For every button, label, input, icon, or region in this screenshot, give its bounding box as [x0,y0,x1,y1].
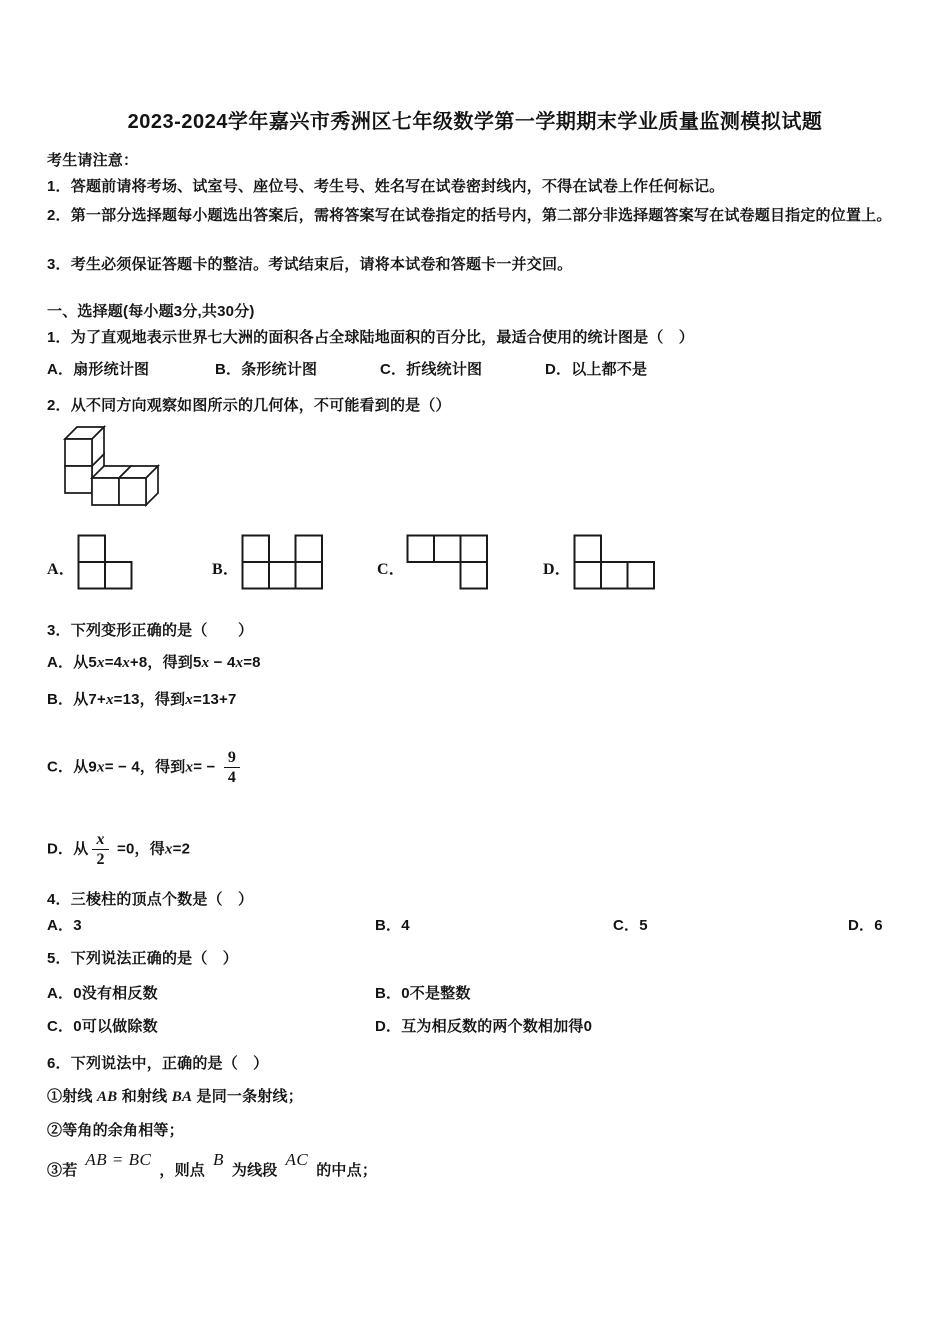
question-3-text: 3．下列变形正确的是（ ） [47,622,254,639]
q3-option-d: D．从 $\frac{x}{2}$ =0，得x=2 [47,831,191,869]
q2-option-c-label: C． [377,561,405,578]
q2-option-c-grid [406,534,489,595]
q4-option-a: A．3 [47,917,82,934]
cube-solid-figure [45,422,163,512]
notice-item-2: 2．第一部分选择题每小题选出答案后，需将答案写在试卷指定的括号内，第二部分非选择题答案写在试卷题目指定的位置上。 [47,207,892,224]
question-1-text: 1．为了直观地表示世界七大洲的面积各占全球陆地面积的百分比，最适合使用的统计图是（ ） [47,329,694,346]
question-4-text: 4．三棱柱的顶点个数是（ ） [47,891,254,908]
q2-option-d-grid [573,534,656,595]
question-5-text: 5．下列说法正确的是（ ） [47,950,238,967]
q6-statement-1: ①射线 AB 和射线 BA 是同一条射线； [47,1088,303,1105]
notice-item-3: 3．考生必须保证答题卡的整洁。考试结束后，请将本试卷和答题卡一并交回。 [47,256,573,273]
question-2-text: 2．从不同方向观察如图所示的几何体，不可能看到的是（） [47,397,451,414]
q2-option-b-label: B． [212,561,240,578]
q3-option-a: A．从5x=4x+8，得到5x − 4x=8 [47,654,261,671]
q4-option-c: C．5 [613,917,648,934]
q6-statement-2: ②等角的余角相等； [47,1122,184,1139]
q3-option-b: B．从7+x=13，得到x=13+7 [47,691,237,708]
notice-heading: 考生请注意： [47,152,139,169]
q2-option-a-label: A． [47,561,75,578]
q2-option-d-label: D． [543,561,571,578]
question-6-text: 6．下列说法中，正确的是（ ） [47,1055,269,1072]
fraction: $\frac{9}{4}$ [224,748,240,787]
q1-option-b: B．条形统计图 [215,361,318,378]
q2-option-b-grid [241,534,324,595]
notice-item-1: 1．答题前请将考场、试室号、座位号、考生号、姓名写在试卷密封线内，不得在试卷上作任何标记。 [47,178,725,195]
fraction: $\frac{x}{2}$ [92,830,108,869]
q3-option-c: C．从9x= − 4，得到x= − $\frac{9}{4}$ [47,748,244,787]
q5-option-b: B．0不是整数 [375,985,471,1002]
q1-option-d: D．以上都不是 [545,361,648,378]
section-1-heading: 一、选择题(每小题3分,共30分) [47,303,255,320]
q1-option-c: C．折线统计图 [380,361,483,378]
q2-option-a-grid [77,534,133,595]
q4-option-b: B．4 [375,917,410,934]
q4-option-d: D．6 [848,917,883,934]
q5-option-a: A．0没有相反数 [47,985,158,1002]
page-title: 2023-2024学年嘉兴市秀洲区七年级数学第一学期期末学业质量监测模拟试题 [127,111,823,133]
q5-option-d: D．互为相反数的两个数相加得0 [375,1018,593,1035]
q6-statement-3: ③若AB = BC，则点B为线段AC的中点； [47,1150,378,1179]
q5-option-c: C．0可以做除数 [47,1018,158,1035]
q1-option-a: A．扇形统计图 [47,361,150,378]
